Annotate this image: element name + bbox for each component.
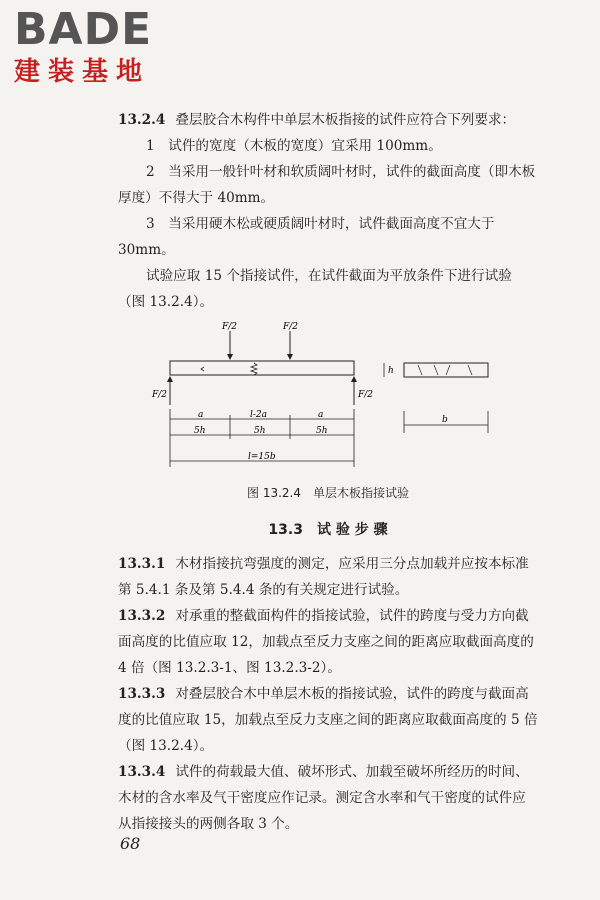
dim-mid-1: 5h — [194, 426, 206, 436]
logo-subtitle: 建装基地 — [14, 57, 151, 87]
clause-number: 13.3.4 — [118, 764, 166, 780]
finger-joint-test-figure — [118, 321, 538, 479]
dim-top-1: a — [198, 410, 204, 420]
height-label: h — [388, 366, 394, 376]
dim-mid-3: 5h — [316, 426, 328, 436]
clause-text: 木材指接抗弯强度的测定，应采用三分点加载并应按本标准第 5.4.1 条及第 5.4.4 条的有关规定进行试验。 — [118, 556, 529, 598]
cross-section-fingers — [418, 365, 472, 375]
section-title: 13.3 试 验 步 骤 — [268, 522, 388, 538]
clause-text: 对叠层胶合木中单层木板的指接试验，试件的跨度与截面高度的比值应取 15，加载点至反力支座之间的距离应取截面高度的 5 倍（图 13.2.4）。 — [118, 686, 538, 754]
clause-13-2-4 — [118, 107, 538, 133]
logo-word: BADE — [14, 4, 153, 55]
dim-mid-2: 5h — [254, 426, 266, 436]
clause-number: 13.3.2 — [118, 608, 166, 624]
clause-number: 13.2.4 — [118, 112, 166, 128]
test-diagram — [118, 321, 538, 479]
support-label-left: F/2 — [152, 390, 168, 400]
page-number: 68 — [120, 834, 141, 853]
logo — [14, 6, 174, 88]
dim-top-3: a — [318, 410, 324, 420]
dim-total: l=15b — [248, 452, 276, 462]
width-label: b — [442, 415, 448, 425]
clause-text: 对承重的整截面构件的指接试验，试件的跨度与受力方向截面高度的比值应取 12，加载点至反力支座之间的距离应取截面高度的 4 倍（图 13.2.3-1、图 13.2.3-2）。 — [118, 608, 534, 676]
load-label-left: F/2 — [222, 322, 238, 332]
clause-13-3-3 — [118, 681, 538, 759]
clause-text: 叠层胶合木构件中单层木板指接的试件应符合下列要求： — [175, 112, 516, 128]
support-label-right: F/2 — [358, 390, 374, 400]
clause-13-3-2 — [118, 603, 538, 681]
clause-text: 试件的荷载最大值、破坏形式、加载至破坏所经历的时间、木材的含水率及气干密度应作记录。测定含水率和气干密度的试件应从指接接头的两侧各取 3 个。 — [118, 764, 529, 832]
page-content — [118, 107, 538, 837]
clause-13-3-4 — [118, 759, 538, 837]
list-item: 1 试件的宽度（木板的宽度）宜采用 100mm。 — [146, 138, 442, 154]
dim-top-2: l-2a — [250, 410, 268, 420]
figure-caption: 图 13.2.4 单层木板指接试验 — [247, 486, 409, 500]
specimen-beam — [170, 361, 354, 375]
clause-number: 13.3.1 — [118, 556, 166, 572]
list-item: 3 当采用硬木松或硬质阔叶材时，试件截面高度不宜大于 30mm。 — [118, 216, 495, 258]
clause-number: 13.3.3 — [118, 686, 166, 702]
clause-closing: 试验应取 15 个指接试件，在试件截面为平放条件下进行试验（图 13.2.4）。 — [118, 268, 512, 310]
clause-13-3-1 — [118, 551, 538, 603]
load-label-right: F/2 — [283, 322, 299, 332]
finger-joint-mark — [251, 363, 257, 375]
list-item: 2 当采用一般针叶材和软质阔叶材时，试件的截面高度（即木板厚度）不得大于 40mm。 — [118, 164, 536, 206]
beam-marker — [201, 367, 204, 371]
